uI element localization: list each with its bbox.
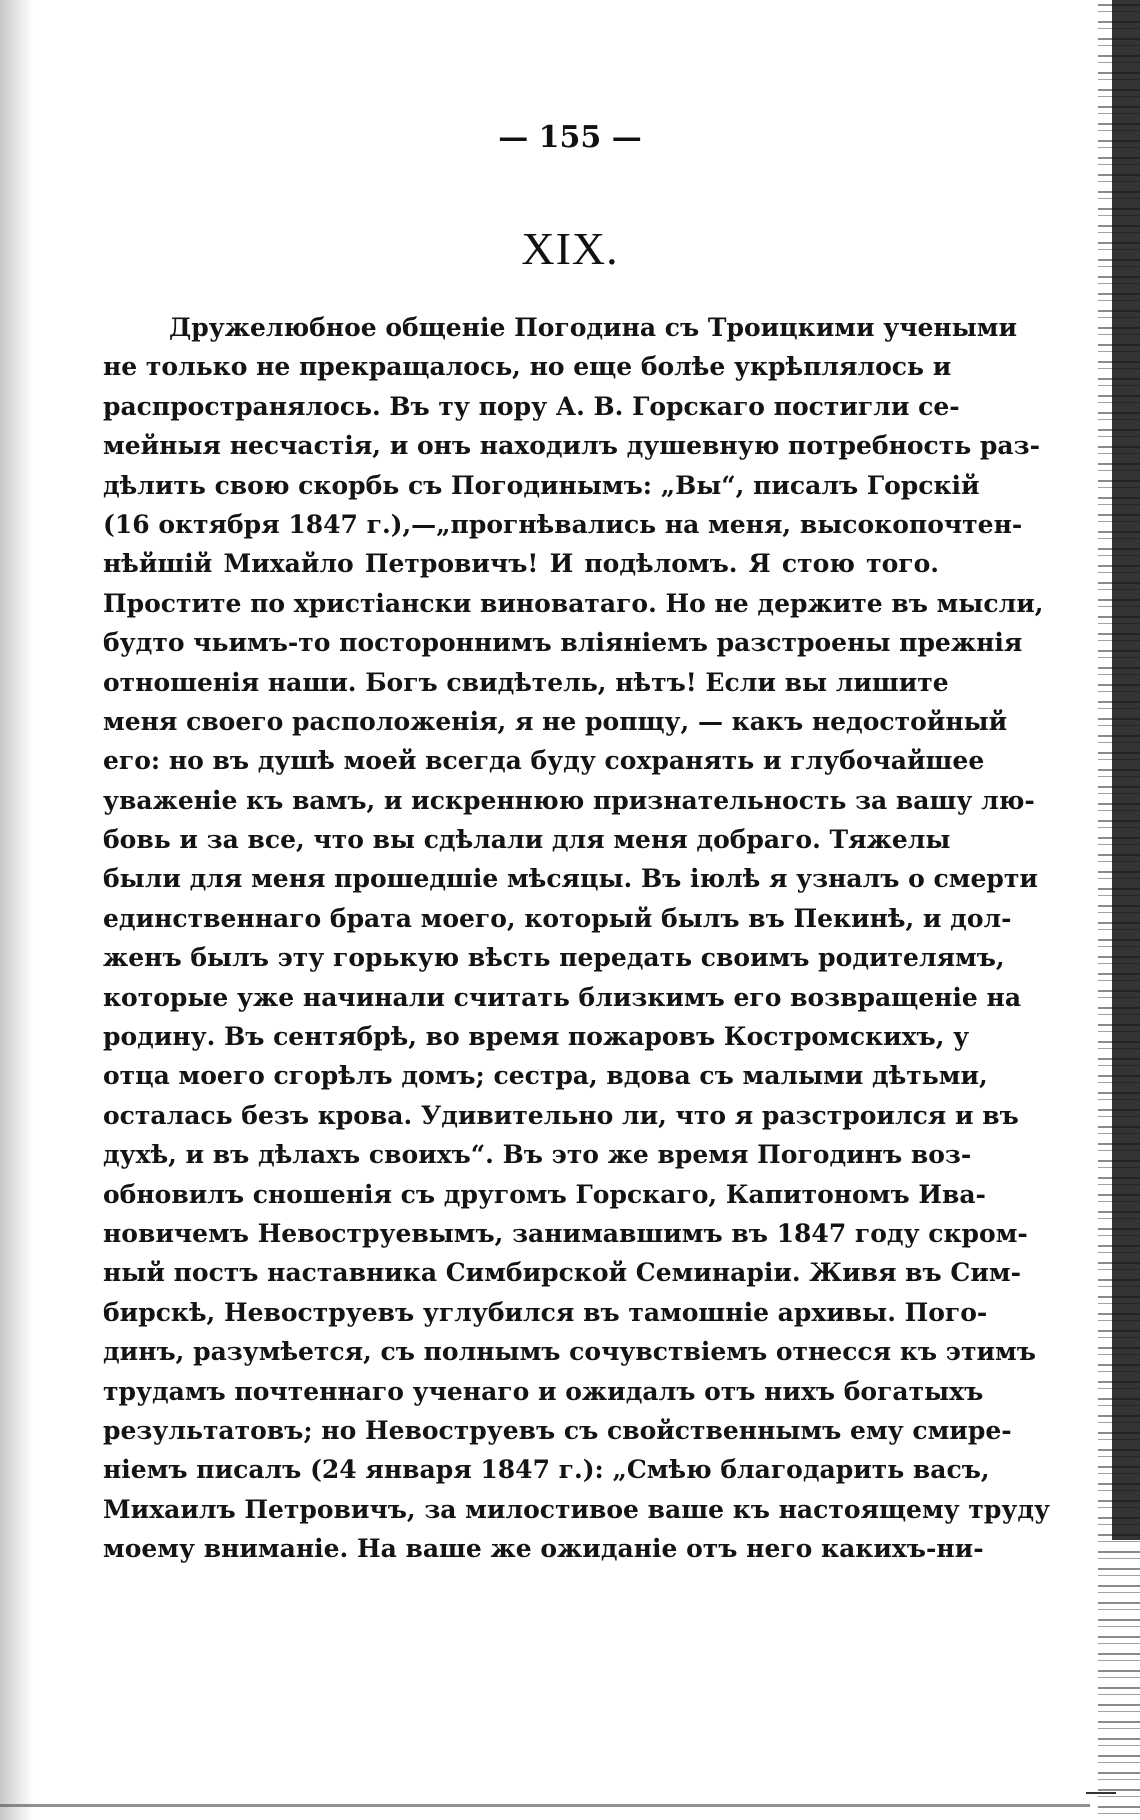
page-bottom-edge bbox=[0, 1804, 1090, 1807]
text-line: не только не прекращалось, но еще болѣе укрѣплялось и bbox=[103, 352, 952, 382]
page-gutter-shadow bbox=[0, 0, 34, 1820]
text-line: обновилъ сношенія съ другомъ Горскаго, Капитономъ Ива- bbox=[103, 1179, 986, 1209]
text-line: духѣ, и въ дѣлахъ своихъ“. Въ это же время Погодинъ воз- bbox=[103, 1140, 972, 1170]
text-line: меня своего расположенія, я не ропщу, — какъ недостойный bbox=[103, 706, 1008, 736]
text-line: отца моего сгорѣлъ домъ; сестра, вдова съ малыми дѣтьми, bbox=[103, 1061, 988, 1091]
text-line: уваженіе къ вамъ, и искреннюю признательность за вашу лю- bbox=[103, 785, 1035, 815]
text-line: трудамъ почтеннаго ученаго и ожидалъ отъ нихъ богатыхъ bbox=[103, 1376, 984, 1406]
text-line: которые уже начинали считать близкимъ его возвращеніе на bbox=[103, 982, 1022, 1012]
text-line: Простите по христіански виноватаго. Но не держите въ мысли, bbox=[103, 588, 1044, 618]
text-line: бирскѣ, Невоструевъ углубился въ тамошніе архивы. Пого- bbox=[103, 1297, 988, 1327]
page-right-edge-dark bbox=[1112, 0, 1140, 1540]
text-line: осталась безъ крова. Удивительно ли, что я разстроился и въ bbox=[103, 1100, 1019, 1130]
text-line: нѣйшій Михайло Петровичъ! И подѣломъ. Я стою того. bbox=[103, 549, 939, 579]
text-line: мейныя несчастія, и онъ находилъ душевную потребность раз- bbox=[103, 431, 1040, 461]
text-line: его: но въ душѣ моей всегда буду сохранять и глубочайшее bbox=[103, 746, 985, 776]
text-line: распространялось. Въ ту пору А. В. Горскаго постигли се- bbox=[103, 391, 960, 421]
text-line: родину. Въ сентябрѣ, во время пожаровъ Костромскихъ, у bbox=[103, 1022, 970, 1052]
text-line: единственнаго брата моего, который былъ въ Пекинѣ, и дол- bbox=[103, 903, 1012, 933]
text-line: ный постъ наставника Симбирской Семинаріи. Живя въ Сим- bbox=[103, 1258, 1021, 1288]
page-number: — 155 — bbox=[498, 120, 642, 155]
text-line: отношенія наши. Богъ свидѣтель, нѣтъ! Если вы лишите bbox=[103, 667, 949, 697]
text-line: результатовъ; но Невоструевъ съ свойственнымъ ему смире- bbox=[103, 1415, 1012, 1445]
text-line: дѣлить свою скорбь съ Погодинымъ: „Вы“, писалъ Горскій bbox=[103, 470, 980, 500]
text-line: (16 октября 1847 г.),—„прогнѣвались на меня, высокопочтен- bbox=[103, 509, 1023, 539]
body-text bbox=[103, 308, 1051, 1569]
text-line: Дружелюбное общеніе Погодина съ Троицкими учеными bbox=[169, 313, 1018, 342]
text-line: женъ былъ эту горькую вѣсть передать своимъ родителямъ, bbox=[103, 943, 1005, 973]
margin-mark bbox=[1086, 1792, 1116, 1794]
text-line: моему вниманіе. На ваше же ожиданіе отъ него какихъ-ни- bbox=[103, 1534, 984, 1564]
text-line: ніемъ писалъ (24 января 1847 г.): „Смѣю благодарить васъ, bbox=[103, 1455, 990, 1485]
text-line: бовь и за все, что вы сдѣлали для меня добраго. Тяжелы bbox=[103, 825, 951, 855]
text-line: динъ, разумѣется, съ полнымъ сочувствіемъ отнесся къ этимъ bbox=[103, 1337, 1036, 1367]
chapter-heading: XIX. bbox=[521, 223, 619, 274]
text-line: Михаилъ Петровичъ, за милостивое ваше къ настоящему труду bbox=[103, 1494, 1051, 1524]
text-line: будто чьимъ-то постороннимъ вліяніемъ разстроены прежнія bbox=[103, 628, 1023, 658]
text-line: новичемъ Невоструевымъ, занимавшимъ въ 1847 году скром- bbox=[103, 1218, 1028, 1248]
text-line: были для меня прошедшіе мѣсяцы. Въ іюлѣ я узналъ о смерти bbox=[103, 864, 1038, 894]
